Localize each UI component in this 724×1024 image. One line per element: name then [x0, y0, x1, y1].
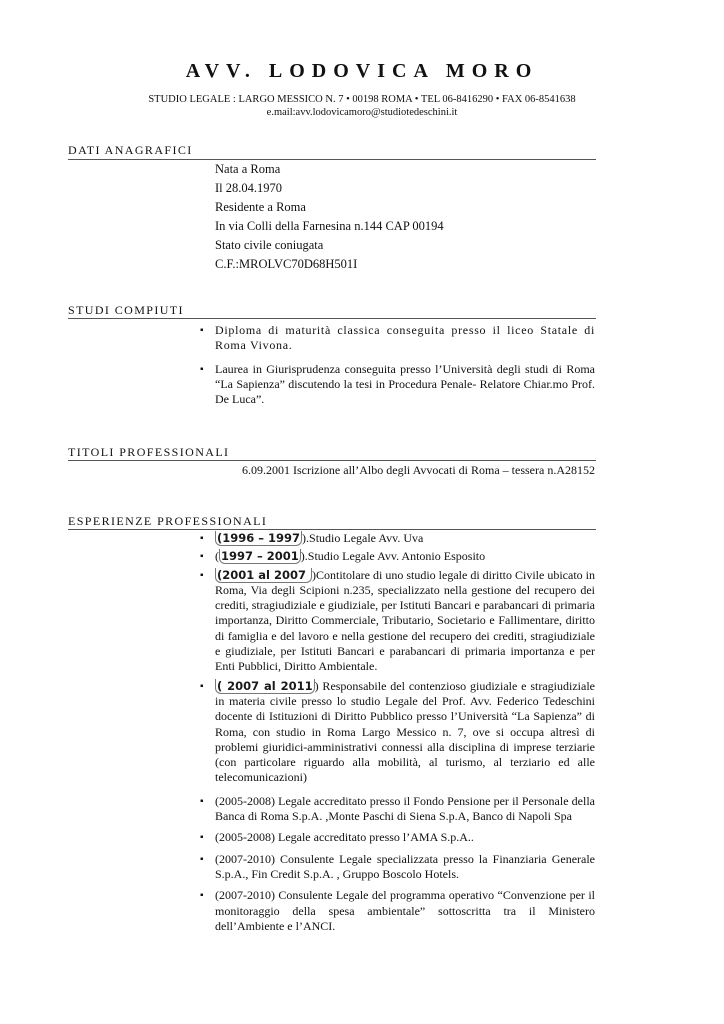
bullet-icon: ▪: [200, 795, 204, 807]
lawyer-name: AVV. LODOVICA MORO: [185, 60, 539, 82]
section-rule: [68, 529, 596, 530]
bullet-icon: ▪: [200, 363, 204, 375]
list-item: [200, 852, 595, 883]
dati-line: Stato civile coniugata: [215, 238, 324, 252]
list-item: [200, 323, 595, 354]
period-label: (2001 al 2007: [217, 567, 310, 582]
list-item: [200, 362, 595, 408]
section-rule: [68, 460, 596, 461]
section-title-titoli: TITOLI PROFESSIONALI: [68, 445, 230, 459]
experience-text: ).Studio Legale Avv. Uva: [302, 531, 424, 545]
bullet-icon: ▪: [200, 890, 204, 902]
experience-text: (2005-2008) Legale accreditato presso l’AMA S.p.A..: [215, 830, 474, 845]
bullet-icon: ▪: [200, 832, 204, 844]
list-item: [200, 794, 595, 825]
dati-line: C.F.:MROLVC70D68H501I: [215, 257, 358, 271]
dati-line: Il 28.04.1970: [215, 181, 283, 195]
experience-text: )Contitolare di uno studio legale di diritto Civile ubicato in Roma, Via degli Scipioni n.235, specializzato nella gestione del recupero dei crediti, stragiudiziale e giudiziale, per Istituti Bancari e parabancari di primaria importanza, Diritto Commerciale, Tributario, Societario e Fallimentare, diritto di famiglia e del lavoro e nella gestione del recupero dei crediti, stragiudiziale e giudiziale, per Istituti Bancari e parabancari di primaria importanza e per Enti Pubblici, Diritto Ambientale.: [215, 567, 595, 674]
section-title-studi: STUDI COMPIUTI: [68, 303, 184, 317]
bullet-icon: ▪: [200, 551, 204, 563]
experience-text: ).Studio Legale Avv. Antonio Esposito: [300, 549, 486, 564]
bullet-icon: ▪: [200, 569, 204, 581]
period-label: (1996 – 1997: [217, 531, 301, 545]
section-title-esperienze: ESPERIENZE PROFESSIONALI: [68, 514, 268, 528]
period-label: 1997 – 2001: [221, 549, 299, 564]
list-item: [200, 679, 595, 786]
bullet-icon: ▪: [200, 533, 204, 544]
studi-text: Diploma di maturità classica conseguita presso il liceo Statale di Roma Vivona.: [215, 323, 595, 353]
dati-line: Residente a Roma: [215, 200, 306, 214]
list-item: [200, 531, 595, 546]
paren-text: (: [215, 549, 219, 564]
section-title-dati: DATI ANAGRAFICI: [68, 143, 193, 157]
experience-text: (2007-2010) Consulente Legale del programma operativo “Convenzione per il monitoraggio della spesa ambientale” sottoscritta tra il Ministero dell’Ambiente e l’ANCI.: [215, 888, 595, 933]
studi-list: [200, 323, 595, 407]
experience-text: ) Responsabile del contenzioso giudiziale e stragiudiziale in materia civile presso lo studio Legale del Prof. Avv. Federico Tedeschini docente di Istituzioni di Diritto Pubblico presso l’Università “La Sapienza” di Roma, con studio in Roma Largo Messico n. 7, ove si occupa altresì di problemi giuridici-amministrativi connessi alla disciplina di imprese terziarie (con particolare riguardo alla mobilità, al turismo, al terziario ed alle telecomunicazioni): [215, 678, 595, 785]
list-item: [200, 549, 595, 564]
list-item: [200, 888, 595, 934]
experience-text: (2005-2008) Legale accreditato presso il Fondo Pensione per il Personale della Banca di Roma S.p.A. ,Monte Paschi di Siena S.p.A, Banco di Napoli Spa: [215, 793, 595, 824]
bullet-icon: ▪: [200, 680, 204, 692]
esperienze-list: [200, 531, 595, 934]
studio-address: STUDIO LEGALE : LARGO MESSICO N. 7 • 00198 ROMA • TEL 06-8416290 • FAX 06-8541638: [148, 94, 576, 105]
studio-email: e.mail:avv.lodovicamoro@studiotedeschini.it: [266, 107, 458, 118]
titoli-text: 6.09.2001 Iscrizione all’Albo degli Avvocati di Roma – tessera n.A28152: [241, 463, 595, 477]
dati-line: In via Colli della Farnesina n.144 CAP 00194: [215, 219, 444, 233]
studi-text: Laurea in Giurisprudenza conseguita presso l’Università degli studi di Roma “La Sapienza” discutendo la tesi in Procedura Penale- Relatore Chiar.mo Prof. De Luca”.: [215, 361, 595, 407]
dati-list: [215, 160, 444, 274]
section-rule: [68, 318, 596, 319]
bullet-icon: ▪: [200, 853, 204, 865]
period-label: ( 2007 al 2011: [217, 678, 313, 693]
list-item: [200, 830, 595, 845]
bullet-icon: ▪: [200, 325, 205, 336]
list-item: [200, 568, 595, 675]
dati-line: Nata a Roma: [215, 162, 281, 176]
experience-text: (2007-2010) Consulente Legale specializzata presso la Finanziaria Generale S.p.A., Fin Credit S.p.A. , Gruppo Boscolo Hotels.: [215, 851, 595, 881]
